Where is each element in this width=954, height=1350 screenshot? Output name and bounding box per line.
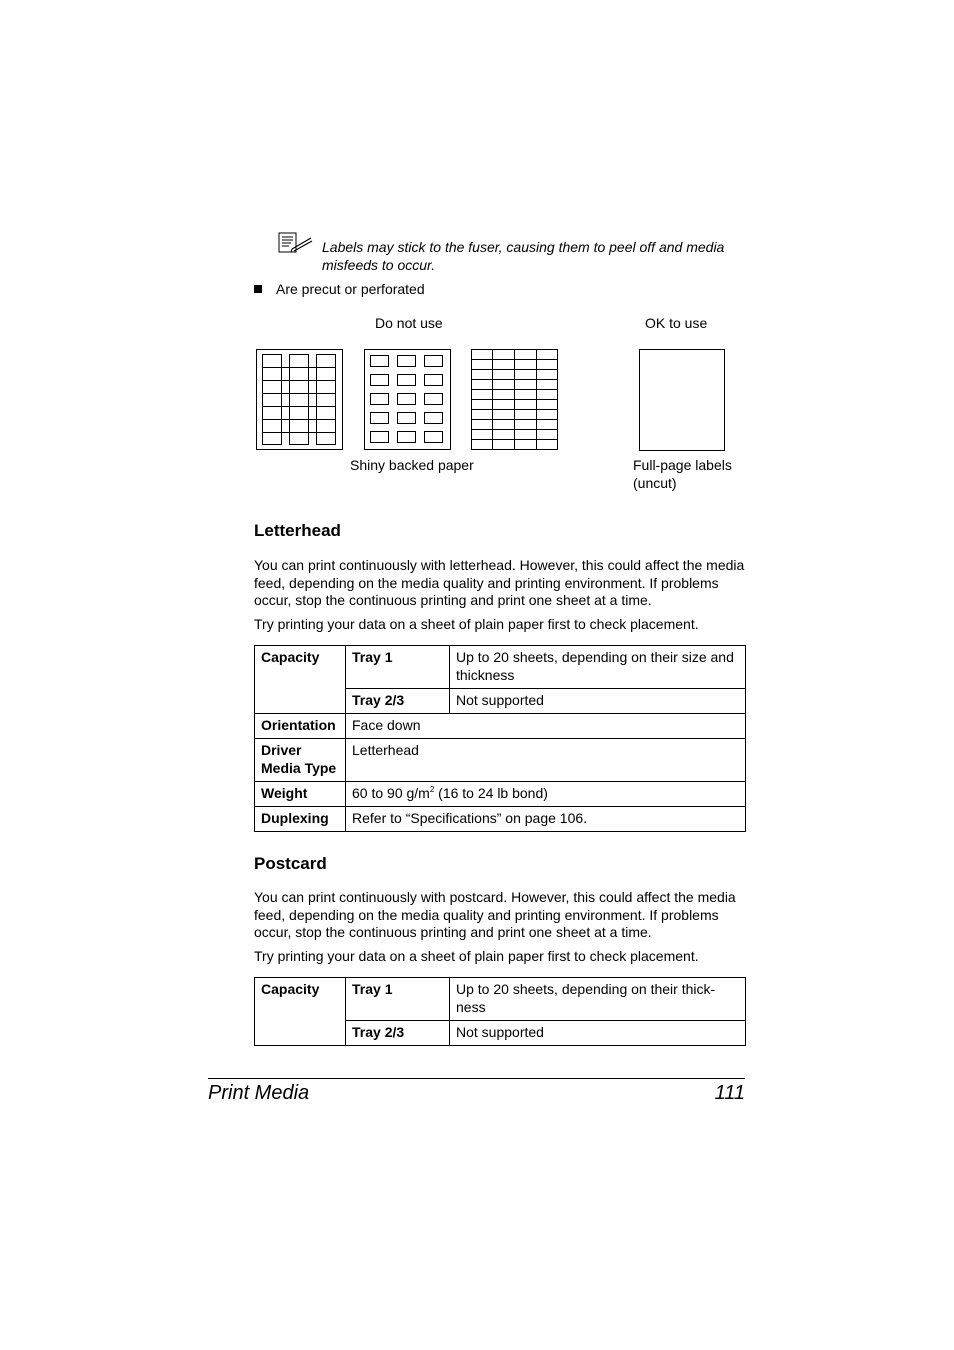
bullet-square-icon (254, 285, 262, 293)
perforated-label-sheet (471, 349, 559, 452)
bullet-text: Are precut or perforated (276, 281, 425, 297)
orientation-label: Orientation (255, 714, 346, 739)
table-row (255, 978, 746, 1021)
do-not-use-label: Do not use (375, 315, 443, 331)
note-text: Labels may stick to the fuser, causing them to peel off and media misfeeds to occur. (322, 239, 725, 273)
shiny-backed-caption: Shiny backed paper (350, 457, 474, 473)
tray1-value-line2: ness (456, 999, 486, 1015)
tray23-label: Tray 2/3 (346, 1021, 450, 1046)
tray23-label: Tray 2/3 (346, 689, 450, 714)
tray1-label: Tray 1 (346, 646, 450, 689)
driver-media-type-value: Letterhead (346, 739, 746, 782)
table-row (255, 714, 746, 739)
table-row (255, 739, 746, 782)
footer-page-number: 111 (714, 1082, 745, 1104)
table-row (255, 807, 746, 832)
driver-media-type-label-line2: Media Type (261, 760, 337, 776)
tray23-value: Not supported (450, 1021, 746, 1046)
capacity-label: Capacity (255, 646, 346, 714)
weight-value-main: 60 to 90 g/m (352, 785, 430, 801)
letterhead-paragraph-1: You can print continuously with letterhead. However, this could affect the media feed, depending on the media quality and printing environment. If problems occur, stop the continuous printing and print one sheet at a time. (254, 557, 745, 609)
weight-value-sup: 2 (429, 785, 435, 794)
footer-section-title: Print Media (208, 1082, 310, 1104)
tray23-value: Not supported (450, 689, 746, 714)
tray1-value (450, 978, 746, 1021)
weight-value (346, 782, 746, 807)
weight-label: Weight (255, 782, 346, 807)
full-page-caption (633, 456, 732, 492)
full-page-caption-line1: Full-page labels (633, 457, 732, 473)
driver-media-type-label (255, 739, 346, 782)
letterhead-heading: Letterhead (254, 521, 341, 540)
postcard-heading: Postcard (254, 854, 327, 873)
letterhead-paragraph-2: Try printing your data on a sheet of plain paper first to check placement. (254, 616, 699, 632)
postcard-paragraph-2: Try printing your data on a sheet of plain paper first to check placement. (254, 948, 699, 964)
precut-label-sheet-columns (256, 349, 344, 452)
driver-media-type-label-line1: Driver (261, 742, 302, 758)
tray1-value-line1: Up to 20 sheets, depending on their thick- (456, 981, 716, 997)
tray1-label: Tray 1 (346, 978, 450, 1021)
full-page-caption-line2: (uncut) (633, 475, 677, 491)
duplexing-label: Duplexing (255, 807, 346, 832)
orientation-value: Face down (346, 714, 746, 739)
duplexing-value: Refer to “Specifications” on page 106. (346, 807, 746, 832)
footer-rule (208, 1078, 745, 1079)
postcard-paragraph-1: You can print continuously with postcard. However, this could affect the media feed, depending on the media quality and printing environment. If problems occur, stop the continuous printing and print one sheet at a time. (254, 889, 736, 941)
note-pencil-icon (278, 232, 314, 254)
ok-to-use-label: OK to use (645, 315, 708, 331)
table-row (255, 782, 746, 807)
postcard-spec-table (254, 977, 746, 1046)
letterhead-spec-table (254, 645, 746, 832)
precut-label-sheet-grid (364, 349, 452, 452)
bullet-item (254, 280, 425, 298)
table-row (255, 646, 746, 689)
capacity-label: Capacity (255, 978, 346, 1046)
full-page-label-sheet (639, 349, 725, 451)
tray1-value: Up to 20 sheets, depending on their size and thickness (450, 646, 746, 689)
weight-value-rest: (16 to 24 lb bond) (434, 785, 548, 801)
